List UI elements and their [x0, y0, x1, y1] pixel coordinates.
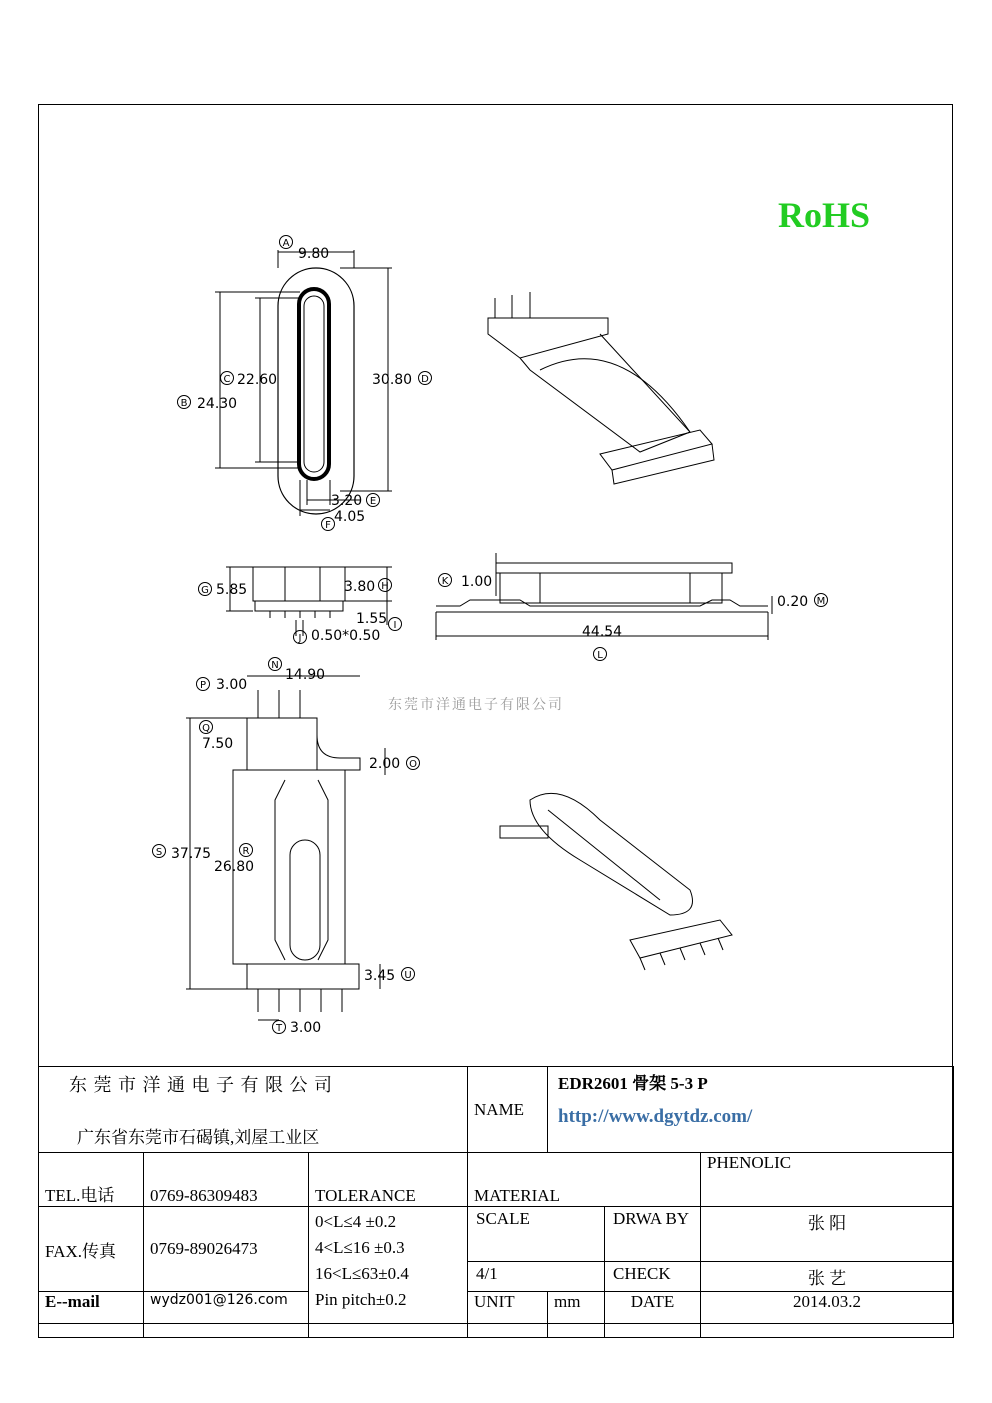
- tolerance-line: 4<L≤16 ±0.3: [315, 1238, 405, 1257]
- svg-text:S: S: [155, 847, 163, 858]
- email-label: E--mail: [39, 1292, 144, 1338]
- dim-r-value: 26.80: [214, 859, 255, 875]
- svg-text:J: J: [298, 633, 302, 644]
- company-name: 东 莞 市 洋 通 电 子 有 限 公 司: [69, 1075, 333, 1095]
- scale-value: 4/1: [476, 1264, 498, 1283]
- marker-s: [153, 845, 166, 859]
- marker-f: [322, 518, 335, 532]
- marker-j: [294, 631, 307, 645]
- marker-q: [200, 721, 213, 735]
- dim-f-value: 4.05: [334, 509, 366, 525]
- marker-g: [199, 583, 212, 597]
- marker-e: [367, 494, 380, 508]
- fax-label: FAX.传真: [39, 1207, 144, 1292]
- company-address: 广东省东莞市石碣镇,刘屋工业区: [77, 1128, 320, 1147]
- marker-u: [402, 968, 415, 982]
- unit-value: mm: [548, 1292, 605, 1338]
- title-block: [38, 1066, 953, 1324]
- marker-l: [594, 648, 607, 662]
- svg-text:G: G: [201, 585, 209, 596]
- date-value: 2014.03.2: [701, 1292, 954, 1338]
- website-link[interactable]: http://www.dgytdz.com/: [558, 1106, 753, 1127]
- svg-text:N: N: [271, 660, 279, 671]
- email-value: wydz001@126.com: [144, 1292, 309, 1338]
- svg-text:O: O: [409, 759, 417, 770]
- marker-d: [419, 372, 432, 386]
- dim-u-value: 3.45: [364, 968, 396, 984]
- dim-b-value: 24.30: [197, 396, 238, 412]
- dim-p-value: 3.00: [216, 677, 248, 693]
- marker-i: [389, 618, 402, 632]
- marker-r: [240, 844, 253, 858]
- svg-text:M: M: [816, 596, 826, 607]
- name-label: NAME: [474, 1099, 525, 1119]
- dim-a-value: 9.80: [298, 246, 330, 262]
- dim-q-value: 7.50: [202, 736, 234, 752]
- check-label: CHECK: [613, 1264, 671, 1283]
- marker-b: [178, 396, 191, 410]
- drawn-label: DRWA BY: [605, 1207, 700, 1262]
- iso-view-lower: [500, 793, 732, 970]
- svg-text:E: E: [369, 496, 377, 507]
- dim-c-value: 22.60: [237, 372, 278, 388]
- svg-text:Q: Q: [202, 723, 210, 734]
- technical-drawing: [40, 106, 951, 1064]
- svg-text:H: H: [381, 581, 389, 592]
- drawn-value: 张 阳: [701, 1207, 953, 1262]
- tolerance-line: Pin pitch±0.2: [315, 1290, 407, 1309]
- svg-text:K: K: [441, 576, 449, 587]
- svg-text:C: C: [223, 374, 231, 385]
- dim-k-value: 1.00: [461, 574, 493, 590]
- marker-p: [197, 678, 210, 692]
- tolerance-line: 0<L≤4 ±0.2: [315, 1212, 397, 1231]
- scale-cell: [468, 1207, 605, 1292]
- svg-text:P: P: [199, 680, 207, 691]
- part-name: EDR2601 骨架 5-3 P: [558, 1074, 708, 1093]
- dim-l-value: 44.54: [582, 624, 623, 640]
- svg-text:F: F: [325, 520, 331, 531]
- company-watermark: 东莞市洋通电子有限公司: [388, 697, 564, 713]
- tel-label: TEL.电话: [39, 1153, 144, 1207]
- fax-value: 0769-89026473: [144, 1207, 309, 1292]
- unit-label: UNIT: [468, 1292, 548, 1338]
- name-label-cell: [468, 1067, 548, 1153]
- rohs-mark: RoHS: [778, 195, 871, 235]
- marker-c: [221, 372, 234, 386]
- dim-h-value: 3.80: [344, 579, 376, 595]
- marker-a: [280, 236, 293, 250]
- bottom-view: [186, 676, 385, 1020]
- dim-d-value: 30.80: [372, 372, 413, 388]
- svg-text:D: D: [421, 374, 429, 385]
- scale-label: SCALE: [468, 1207, 604, 1262]
- date-label: DATE: [605, 1292, 701, 1338]
- drawn-check-value-cell: [701, 1207, 954, 1292]
- dim-e-value: 3.20: [331, 493, 363, 509]
- svg-text:L: L: [597, 650, 603, 661]
- check-value: 张 艺: [807, 1269, 847, 1288]
- marker-o: [407, 757, 420, 771]
- dim-o-value: 2.00: [369, 756, 401, 772]
- dim-i-value: 1.55: [356, 611, 388, 627]
- tolerance-label: TOLERANCE: [309, 1153, 468, 1207]
- dim-t-value: 3.00: [290, 1020, 322, 1036]
- tolerance-table: [309, 1207, 468, 1338]
- svg-text:I: I: [393, 620, 397, 631]
- svg-text:R: R: [242, 846, 250, 857]
- company-cell: [39, 1067, 468, 1153]
- dim-s-value: 37.75: [171, 846, 212, 862]
- dim-g-value: 5.85: [216, 582, 248, 598]
- marker-k: [439, 574, 452, 588]
- marker-t: [273, 1021, 286, 1035]
- dim-m-value: 0.20: [777, 594, 809, 610]
- tolerance-line: 16<L≤63±0.4: [315, 1264, 409, 1283]
- svg-text:A: A: [282, 238, 290, 249]
- svg-text:B: B: [180, 398, 188, 409]
- dim-j-value: 0.50*0.50: [311, 628, 381, 644]
- svg-text:T: T: [275, 1023, 283, 1034]
- material-value: PHENOLIC: [701, 1153, 954, 1207]
- drawn-check-label-cell: [605, 1207, 701, 1292]
- marker-n: [269, 658, 282, 672]
- dim-n-value: 14.90: [285, 667, 326, 683]
- name-value-cell: [548, 1067, 954, 1153]
- iso-view-upper: [488, 292, 714, 484]
- svg-text:U: U: [404, 970, 412, 981]
- marker-h: [379, 579, 392, 593]
- material-label: MATERIAL: [468, 1153, 701, 1207]
- tel-value: 0769-86309483: [144, 1153, 309, 1207]
- marker-m: [815, 594, 828, 608]
